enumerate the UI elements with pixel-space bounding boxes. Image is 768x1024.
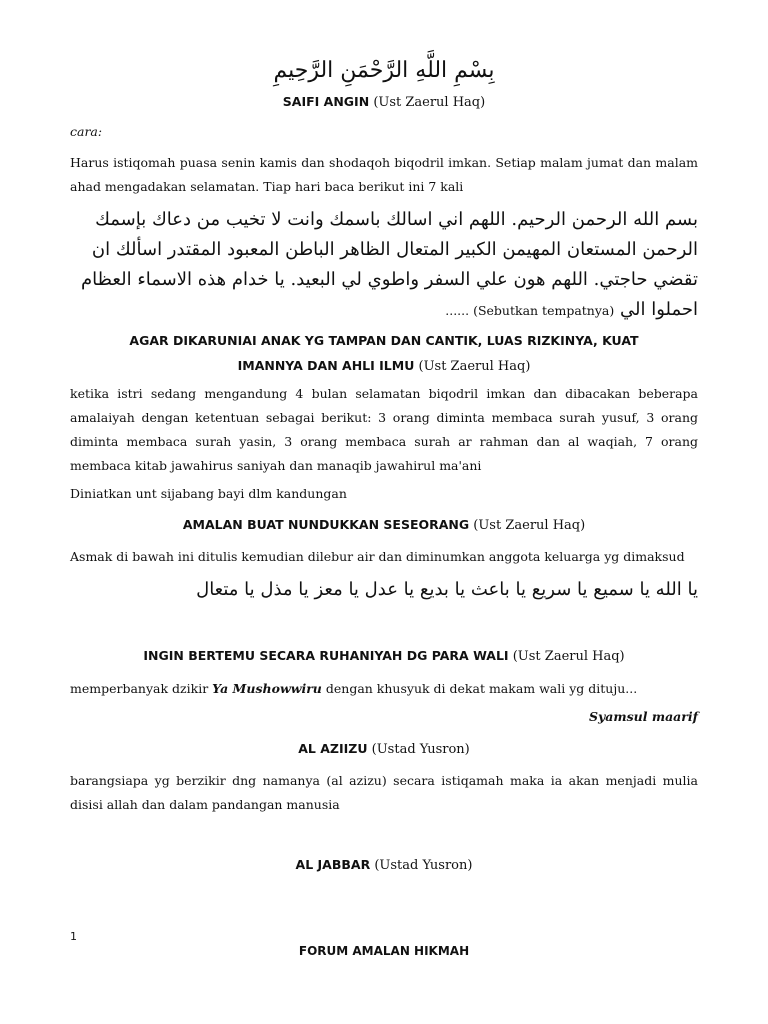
body-text-dzikir: Ya Mushowwiru [212, 681, 322, 696]
section-author: (Ust Zaerul Haq) [373, 95, 486, 110]
cara-label: cara: [70, 124, 103, 139]
section-note: Diniatkan unt sijabang bayi dlm kandungan [70, 486, 347, 501]
section-author: (Ust Zaerul Haq) [418, 359, 531, 374]
arabic-prayer-text: بسم الله الرحمن الرحيم. اللهم اني اسالك باسمك وانت لا تخيب من دعاك بإسمك الرحمن المستعان المهيمن الكبير المتعال الظاهر الباطن المعبود المقتدر اسألك ان تقضي حاجتي. اللهم هون علي السفر واطوي لي البعيد. يا خدام هذه الاسماء العظام احملوا الي [81, 209, 698, 320]
section-title: INGIN BERTEMU SECARA RUHANIYAH DG PARA WALI [143, 648, 509, 663]
section-heading-bertemu-wali [70, 644, 698, 669]
signature: Syamsul maarif [589, 709, 698, 724]
page-number: 1 [70, 930, 77, 943]
arabic-asmak: يا الله يا سميع يا سريع يا باعث يا بديع يا عدل يا معز يا مذل يا متعال [196, 579, 698, 600]
section-title: AL AZIIZU [298, 741, 368, 756]
section-heading-al-jabbar [70, 853, 698, 878]
body-text-pre: memperbanyak dzikir [70, 681, 213, 696]
section-heading-agar-dikaruniai-anak [70, 329, 698, 379]
section-title: SAIFI ANGIN [282, 94, 370, 109]
section-body: Harus istiqomah puasa senin kamis dan shodaqoh biqodril imkan. Setiap malam jumat dan malam ahad mengadakan selamatan. Tiap hari baca berikut ini 7 kali [70, 155, 698, 194]
section-author: (Ust Zaerul Haq) [473, 518, 586, 533]
section-title-line2: IMANNYA DAN AHLI ILMU [237, 358, 415, 373]
body-text-post: dengan khusyuk di dekat makam wali yg dituju... [321, 681, 638, 696]
basmala-heading: بِسْمِ اللَّهِ الرَّحْمَنِ الرَّحِيمِ [273, 58, 495, 83]
section-title: AL JABBAR [295, 857, 371, 872]
section-heading-al-aziizu [70, 737, 698, 762]
section-body [70, 677, 698, 701]
section-body: ketika istri sedang mengandung 4 bulan selamatan biqodril imkan dan dibacakan beberapa amalaiyah dengan ketentuan sebagai berikut: 3 orang diminta membaca surah yusuf, 3 orang diminta membaca surah yasin, 3 orang membaca surah ar rahman dan al waqiah, 7 orang membaca kitab jawahirus saniyah dan manaqib jawahirul ma'ani [70, 386, 698, 473]
footer-label: FORUM AMALAN HIKMAH [298, 944, 470, 958]
section-title-line1: AGAR DIKARUNIAI ANAK YG TAMPAN DAN CANTIK, LUAS RIZKINYA, KUAT [129, 333, 639, 348]
section-heading-saifi-angin [70, 90, 698, 115]
section-title: AMALAN BUAT NUNDUKKAN SESEORANG [182, 517, 470, 532]
section-heading-amalan-nundukkan [70, 513, 698, 538]
section-author: (Ust Zaerul Haq) [512, 649, 625, 664]
arabic-prayer-suffix: ...... (Sebutkan tempatnya) [445, 303, 615, 318]
section-author: (Ustad Yusron) [371, 742, 470, 757]
arabic-prayer [70, 205, 698, 326]
section-author: (Ustad Yusron) [374, 858, 473, 873]
section-body: barangsiapa yg berzikir dng namanya (al azizu) secara istiqamah maka ia akan menjadi mulia disisi allah dan dalam pandangan manusia [70, 773, 698, 812]
section-body: Asmak di bawah ini ditulis kemudian dilebur air dan diminumkan anggota keluarga yg dimaksud [70, 549, 685, 564]
